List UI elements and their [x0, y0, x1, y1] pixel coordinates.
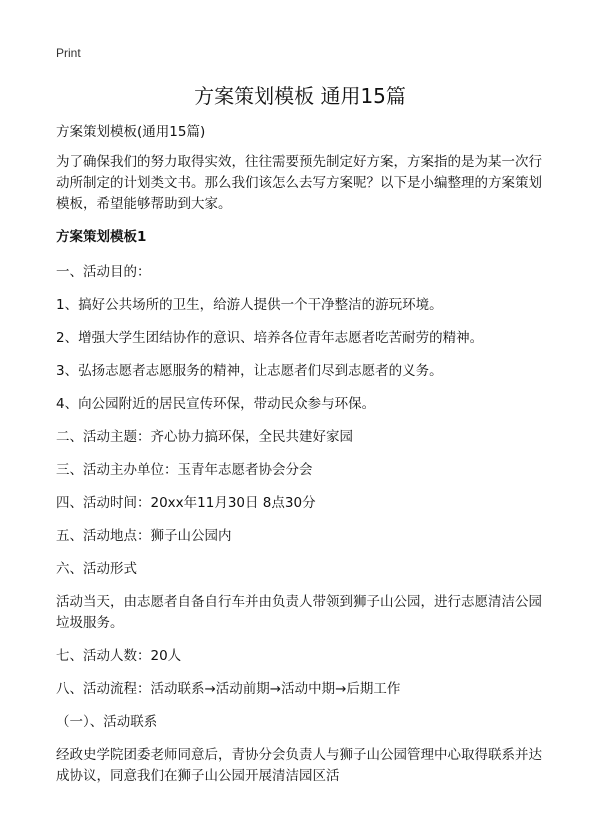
paragraph-theme: 二、活动主题：齐心协力搞环保，全民共建好家园 — [56, 429, 353, 445]
paragraph-purpose-2: 2、增强大学生团结协作的意识、培养各位青年志愿者吃苦耐劳的精神。 — [56, 330, 484, 346]
paragraph-location: 五、活动地点：狮子山公园内 — [56, 528, 232, 544]
paragraph-purpose-1: 1、搞好公共场所的卫生，给游人提供一个干净整洁的游玩环境。 — [56, 297, 443, 313]
paragraph-contact-heading: （一）、活动联系 — [56, 714, 158, 730]
paragraph-purpose-heading: 一、活动目的： — [56, 264, 151, 280]
paragraph-purpose-3: 3、弘扬志愿者志愿服务的精神，让志愿者们尽到志愿者的义务。 — [56, 363, 443, 379]
paragraph-organizer: 三、活动主办单位：玉青年志愿者协会分会 — [56, 462, 313, 478]
paragraph-contact-detail: 经政史学院团委老师同意后，青协分会负责人与狮子山公园管理中心取得联系并达成协议，同意我们在狮子山公园开展清洁园区活 — [56, 747, 542, 784]
document-subtitle: 方案策划模板(通用15篇) — [56, 124, 206, 140]
paragraph-participants: 七、活动人数：20人 — [56, 648, 182, 664]
intro-paragraph: 为了确保我们的努力取得实效，往往需要预先制定好方案，方案指的是为某一次行动所制定的计划类文书。那么我们该怎么去写方案呢？以下是小编整理的方案策划模板，希望能够帮助到大家。 — [56, 154, 542, 212]
paragraph-time: 四、活动时间：20xx年11月30日 8点30分 — [56, 495, 316, 511]
section-heading: 方案策划模板1 — [56, 229, 147, 245]
document-title: 方案策划模板 通用15篇 — [194, 84, 406, 108]
paragraph-format-heading: 六、活动形式 — [56, 561, 137, 577]
paragraph-purpose-4: 4、向公园附近的居民宣传环保，带动民众参与环保。 — [56, 396, 376, 412]
document-body — [56, 122, 552, 799]
paragraph-process: 八、活动流程：活动联系→活动前期→活动中期→后期工作 — [56, 681, 401, 697]
print-label[interactable]: Print — [56, 46, 81, 60]
paragraph-format-detail: 活动当天，由志愿者自备自行车并由负责人带领到狮子山公园，进行志愿清洁公园垃圾服务。 — [56, 594, 542, 631]
